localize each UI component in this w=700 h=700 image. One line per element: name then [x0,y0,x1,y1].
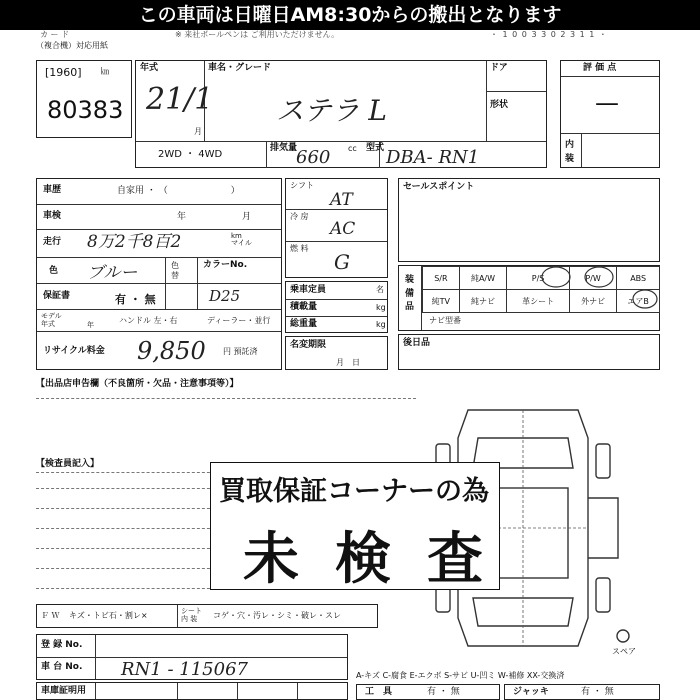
month-label: 月 [194,127,202,136]
inspection-label: 車検 [43,211,62,221]
lot-number: 80383 [47,96,124,124]
warranty-value: 有 ・ 無 [115,293,156,306]
load-unit: kg [376,303,386,312]
expiry-label: 名変期限 [290,340,327,350]
color-no-label: カラーNo. [203,260,248,270]
navi-model-label: ナビ型番 [429,316,461,325]
ac-value: AC [330,219,356,239]
capacity-box [285,281,388,333]
mileage-label: 走行 [43,237,62,247]
equip-tv: 純TV [423,290,460,313]
year-value: 21/1 [146,82,214,117]
fuel-label: 燃 料 [290,244,309,253]
name-grade-value: ステラ L [276,94,387,127]
expiry-unit: 月 日 [336,358,360,367]
equipment-circle-marks [399,266,661,332]
equip-navi: 純ナビ [459,290,507,313]
stamp-line2: 未検査 [243,527,519,592]
name-grade-label: 車名・グレード [208,63,272,73]
equip-alloy-wheel: 純A/W [459,267,507,290]
mileage-value: 8万2千8百2 [87,232,182,252]
displacement-label: 排気量 [270,143,298,153]
ac-label: 冷 房 [290,212,309,221]
top-fragment-left: カ ー ド [40,30,70,39]
registration-box [36,634,348,680]
model-year-unit: 年 [87,321,94,329]
spec-box [285,178,388,278]
interior-label: 内 装 [565,140,575,164]
load-label: 積載量 [290,302,318,312]
history-box [36,178,282,370]
color-change-label: 色 替 [171,261,179,281]
fuel-value: G [334,250,350,274]
equip-power-window: P/W [569,267,616,290]
after-items-label: 後日品 [403,338,431,348]
lot-code: [1960] [45,66,82,79]
capacity-label: 乗車定員 [290,285,327,295]
spare-label: スペア [612,647,636,656]
header-banner: この車両は日曜日AM8:30からの搬出となります [0,0,700,30]
chassis-no-label: 車 台 No. [41,662,83,672]
sales-point-box [398,178,660,262]
tool-label: 工 具 [365,687,393,697]
mileage-unit: km マイル [231,232,252,247]
warranty-label: 保証書 [43,291,71,301]
color-no-value: D25 [209,287,241,305]
vehicle-info-box [135,60,547,168]
model-label: 型式 [366,143,385,153]
weight-label: 総重量 [290,319,318,329]
sales-point-label: セールスポイント [403,182,475,192]
top-fragment-mid: ※ 来社ボールペンは ご利用いただけません。 [175,30,340,39]
shift-value: AT [330,190,353,210]
handle-label: ハンドル 左・右 [119,316,178,325]
seller-note-label: 【出品店申告欄（不良箇所・欠品・注意事項等）】 [36,379,239,389]
chassis-no-value: RN1 - 115067 [121,659,248,680]
recycle-label: リサイクル料金 [43,346,105,356]
model-year-label: モデル 年式 [41,312,62,329]
equip-airbag: エアB [617,290,660,313]
seat-items: コゲ・穴・汚レ・シミ・破レ・スレ [213,611,341,620]
equip-abs: ABS [617,267,660,290]
expiry-box [285,336,388,370]
garage-cert-box [36,682,348,700]
dealer-label: ディーラー・並行 [207,316,271,325]
fw-items: キズ・トビ石・割レ× [69,611,148,620]
tool-value: 有 ・ 無 [427,687,460,697]
record-label: 車歴 [43,185,62,195]
equipment-box [398,265,660,331]
sheet-type-label: （複合機）対応用紙 [36,41,108,50]
equip-leather-seat: 革シート [507,290,570,313]
seat-label: シート 内 装 [181,607,202,624]
equip-ext-navi: 外ナビ [569,290,616,313]
recycle-unit: 円 預託済 [223,347,258,356]
record-value: 自家用 ・ （ ） [117,186,240,196]
damage-codes: A-キズ C-腐食 E-エクボ S-サビ U-凹ミ W-補修 XX-交換済 [356,671,565,680]
equipment-label: 装 備 品 [405,275,415,312]
registration-no-label: 登 録 No. [41,640,83,650]
lot-box [36,60,132,138]
year-label: 年式 [140,63,159,73]
lot-unit: ㎞ [101,67,109,76]
garage-cert-label: 車庫証明用 [41,686,87,696]
color-value: ブルー [87,263,138,283]
cc-unit: cc [348,144,357,153]
color-label: 色 [49,266,59,276]
capacity-unit: 名 [376,285,384,294]
shift-label: シフト [290,181,314,190]
shape-label: 形状 [490,100,509,110]
inspection-month: 月 [242,212,252,222]
displacement-value: 660 [296,147,331,168]
unexamined-stamp [210,462,519,592]
after-items-box [398,334,660,370]
weight-unit: kg [376,320,386,329]
grade-label: 評 価 点 [583,63,617,73]
jack-box [504,684,660,700]
top-barcode-digits: ・ 1 0 0 3 3 0 2 3 1 1 ・ [490,30,608,39]
damage-legend [36,604,378,628]
jack-label: ジャッキ [513,687,549,697]
recycle-value: 9,850 [137,337,206,365]
inspection-year: 年 [177,212,187,222]
equip-power-steering: P/S [507,267,570,290]
tools-box [356,684,500,700]
model-value: DBA- RN1 [386,147,480,168]
door-label: ドア [490,63,508,73]
equip-sr: S/R [423,267,460,290]
jack-value: 有 ・ 無 [581,687,614,697]
fw-label: Ｆ Ｗ [41,611,60,620]
inspector-note-label: 【検査員記入】 [36,459,100,469]
grade-value: — [595,89,619,117]
stamp-line1: 買取保証コーナーの為 [219,476,489,507]
grade-box [560,60,660,168]
drive-type: 2WD ・ 4WD [158,149,223,160]
